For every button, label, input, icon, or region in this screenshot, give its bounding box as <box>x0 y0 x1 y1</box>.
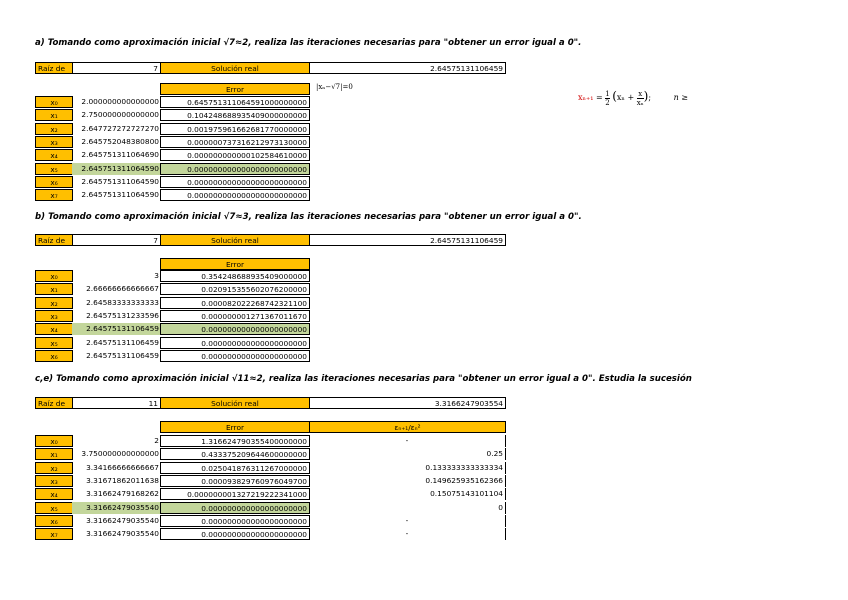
iteration-value[interactable]: 2.645751311064590 <box>81 190 159 200</box>
solucion-value[interactable]: 2.64575131106459 <box>309 62 506 74</box>
error-value[interactable]: 0.000000000000000000000 <box>160 515 310 527</box>
solucion-label: Solución real <box>160 62 310 74</box>
solucion-label-b: Solución real <box>160 234 310 246</box>
iteration-value[interactable]: 2.645751311064590 <box>72 163 161 175</box>
row-index-label: x₂ <box>35 123 73 135</box>
formula-inner-x: xₙ <box>616 93 625 102</box>
ratio-value[interactable]: - <box>309 515 506 527</box>
error-value[interactable]: 0.000000000000000000000 <box>160 502 310 514</box>
iteration-value[interactable]: 3 <box>154 271 159 280</box>
error-value[interactable]: 0.000000000000000000000 <box>160 528 310 540</box>
row-index-label: x₁ <box>35 283 73 295</box>
iteration-value[interactable]: 2.645752048380800 <box>81 136 159 146</box>
row-index-label: x₅ <box>35 337 73 349</box>
solucion-value-c[interactable]: 3.3166247903554 <box>309 397 506 409</box>
formula-frac: $\frac{x}{\text{xₙ}}$ <box>636 89 644 107</box>
error-formula <box>316 83 353 91</box>
row-index-label: x₀ <box>35 270 73 282</box>
iteration-value[interactable]: 2.645751311064690 <box>81 150 159 160</box>
iteration-value[interactable]: 2.64575131106459 <box>72 323 161 335</box>
row-index-label: x₂ <box>35 462 73 474</box>
row-index-label: x₄ <box>35 323 73 335</box>
error-value[interactable]: 0.025041876311267000000 <box>160 462 310 474</box>
iteration-value[interactable]: 2.64575131106459 <box>86 337 159 347</box>
row-index-label: x₇ <box>35 189 73 201</box>
error-value[interactable]: 0.354248688935409000000 <box>160 270 310 282</box>
error-value[interactable]: 0.000000000000000000000000 <box>160 189 310 201</box>
iteration-value[interactable]: 3.31671862011638 <box>86 475 159 485</box>
row-index-label: x₆ <box>35 515 73 527</box>
error-value[interactable]: 0.000000000000102584610000 <box>160 149 310 161</box>
row-index-label: x₄ <box>35 488 73 500</box>
error-value[interactable]: 0.000000000000000000000 <box>160 350 310 362</box>
row-index-label: x₃ <box>35 136 73 148</box>
error-value[interactable]: 0.000000000000000000000 <box>160 323 310 335</box>
raiz-value-c[interactable]: 11 <box>72 397 161 409</box>
raiz-label-b: Raíz de <box>35 234 73 246</box>
error-value[interactable]: 0.000082022268742321100 <box>160 297 310 309</box>
ratio-value[interactable]: 0.15075143101104 <box>309 488 506 500</box>
error-formula-text: |xₙ−√7|=0 <box>316 83 353 91</box>
iteration-value[interactable]: 2.64583333333333 <box>86 297 159 307</box>
row-index-label: x₇ <box>35 528 73 540</box>
error-value[interactable]: 0.000000737316212973130000 <box>160 136 310 148</box>
error-value[interactable]: 0.000000000000000000000000 <box>160 163 310 175</box>
iteration-value[interactable]: 3.34166666666667 <box>86 462 159 472</box>
ratio-value[interactable]: 0.25 <box>309 448 506 460</box>
iteration-value[interactable]: 3.31662479035540 <box>86 529 159 539</box>
iteration-value[interactable]: 2.750000000000000 <box>81 110 159 120</box>
row-index-label: x₀ <box>35 435 73 447</box>
error-value[interactable]: 0.000000001327219222341000 <box>160 488 310 500</box>
formula-extra: n ≥ <box>673 93 689 102</box>
iteration-value[interactable]: 3.31662479168262 <box>86 489 159 499</box>
row-index-label: x₅ <box>35 502 73 514</box>
error-header-c: Error <box>160 421 310 433</box>
row-index-label: x₃ <box>35 475 73 487</box>
error-value[interactable]: 0.104248688935409000000000 <box>160 109 310 121</box>
iteration-value[interactable]: 2.647727272727270 <box>81 123 159 133</box>
ratio-value[interactable]: 0 <box>309 502 506 514</box>
error-value[interactable]: 0.000000000000000000000000 <box>160 176 310 188</box>
iteration-value[interactable]: 2.64575131233596 <box>86 310 159 320</box>
iteration-value[interactable]: 3.750000000000000 <box>81 449 159 459</box>
formula-half: $\frac{1}{2}$ <box>605 89 610 107</box>
ratio-value[interactable]: 0.133333333333334 <box>309 462 506 474</box>
error-value[interactable]: 1.316624790355400000000 <box>160 435 310 447</box>
raiz-value-b[interactable]: 7 <box>72 234 161 246</box>
error-value[interactable]: 0.433375209644600000000 <box>160 448 310 460</box>
iteration-value[interactable]: 2.645751311064590 <box>81 176 159 186</box>
row-index-label: x₂ <box>35 297 73 309</box>
formula-eq: = <box>595 93 603 102</box>
raiz-label-c: Raíz de <box>35 397 73 409</box>
error-value[interactable]: 0.645751311064591000000000 <box>160 96 310 108</box>
iteration-value[interactable]: 2.66666666666667 <box>86 284 159 294</box>
ratio-value[interactable]: - <box>309 435 506 447</box>
error-value[interactable]: 0.020915355602076200000 <box>160 283 310 295</box>
iteration-value[interactable]: 2.64575131106459 <box>86 350 159 360</box>
formula-tail: ; <box>648 93 652 102</box>
row-index-label: x₆ <box>35 350 73 362</box>
ratio-header-c: εₙ₊₁/εₙ² <box>309 421 506 433</box>
raiz-value[interactable]: 7 <box>72 62 161 74</box>
formula-lhs: xₙ₊₁ <box>578 93 594 102</box>
row-index-label: x₅ <box>35 163 73 175</box>
iteration-value[interactable]: 2 <box>154 436 159 445</box>
raiz-label: Raíz de <box>35 62 73 74</box>
row-index-label: x₃ <box>35 310 73 322</box>
formula-plus: + <box>627 93 635 102</box>
section-a-title: a) Tomando como aproximación inicial √7≈2, realiza las iteraciones necesarias para "obtener un error igual a 0". <box>35 38 582 48</box>
iteration-formula: xₙ₊₁ = $\frac{1}{2}$ (xₙ + $\frac{x}{\text{xₙ}}$ ); n ≥ <box>578 89 689 107</box>
ratio-value[interactable]: - <box>309 528 506 540</box>
solucion-value-b[interactable]: 2.64575131106459 <box>309 234 506 246</box>
error-value[interactable]: 0.000000000000000000000 <box>160 337 310 349</box>
row-index-label: x₄ <box>35 149 73 161</box>
row-index-label: x₀ <box>35 96 73 108</box>
row-index-label: x₁ <box>35 109 73 121</box>
section-c-title: c,e) Tomando como aproximación inicial √11≈2, realiza las iteraciones necesarias para "obtener un error igual a 0". Estudia la sucesión <box>35 374 692 384</box>
ratio-value[interactable]: 0.149625935162366 <box>309 475 506 487</box>
error-value[interactable]: 0.000093829760976049700 <box>160 475 310 487</box>
error-header: Error <box>160 83 310 95</box>
error-value[interactable]: 0.000000001271367011670 <box>160 310 310 322</box>
iteration-value[interactable]: 2.000000000000000 <box>81 97 159 106</box>
section-b-title: b) Tomando como aproximación inicial √7≈3, realiza las iteraciones necesarias para "obtener un error igual a 0". <box>35 212 582 222</box>
solucion-label-c: Solución real <box>160 397 310 409</box>
row-index-label: x₆ <box>35 176 73 188</box>
error-value[interactable]: 0.001975961662681770000000 <box>160 123 310 135</box>
iteration-value[interactable]: 3.31662479035540 <box>72 502 161 514</box>
error-header-b: Error <box>160 258 310 270</box>
row-index-label: x₁ <box>35 448 73 460</box>
iteration-value[interactable]: 3.31662479035540 <box>86 515 159 525</box>
